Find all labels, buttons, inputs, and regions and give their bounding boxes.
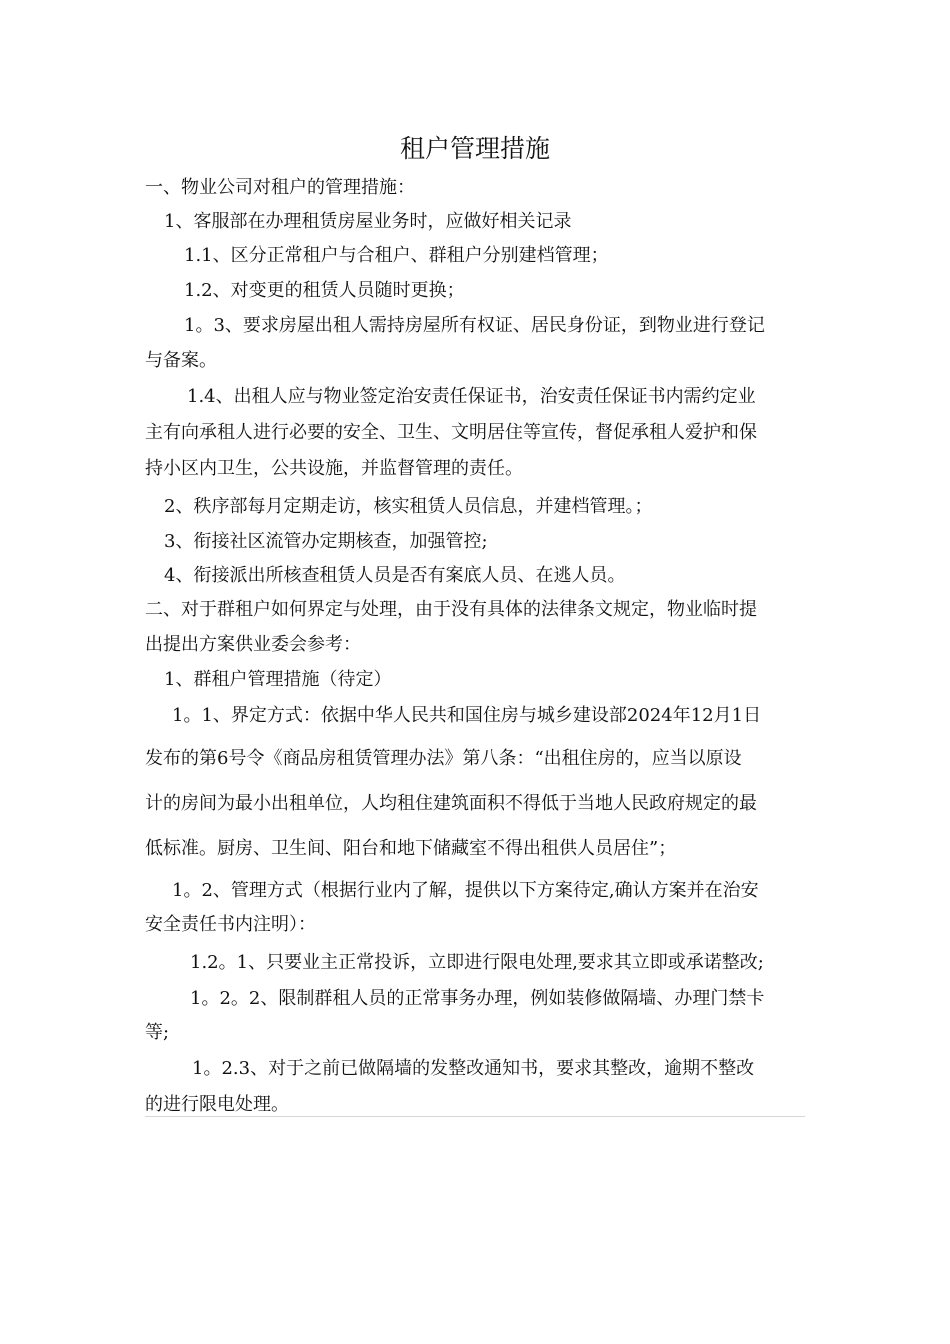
paragraph-line: 二、对于群租户如何界定与处理，由于没有具体的法律条文规定，物业临时提	[145, 599, 757, 620]
footer-divider	[145, 1116, 805, 1117]
paragraph-line: 1。1、界定方式：依据中华人民共和国住房与城乡建设部2024年12月1日	[172, 705, 762, 726]
paragraph-line: 1.2。1、只要业主正常投诉，立即进行限电处理,要求其立即或承诺整改;	[190, 952, 764, 973]
paragraph-line: 2、秩序部每月定期走访，核实租赁人员信息，并建档管理。；	[164, 496, 653, 517]
paragraph-line: 出提出方案供业委会参考：	[145, 634, 361, 655]
paragraph-line: 1。3、要求房屋出租人需持房屋所有权证、居民身份证，到物业进行登记	[184, 315, 765, 336]
paragraph-line: 计的房间为最小出租单位，人均租住建筑面积不得低于当地人民政府规定的最	[145, 793, 757, 814]
paragraph-line: 一、物业公司对租户的管理措施：	[145, 177, 415, 198]
paragraph-line: 主有向承租人进行必要的安全、卫生、文明居住等宣传，督促承租人爱护和保	[145, 422, 757, 443]
paragraph-line: 1。2、管理方式（根据行业内了解，提供以下方案待定,确认方案并在治安	[172, 880, 759, 901]
paragraph-line: 4、衔接派出所核查租赁人员是否有案底人员、在逃人员。	[164, 565, 626, 586]
paragraph-line: 低标准。厨房、卫生间、阳台和地下储藏室不得出租供人员居住”；	[145, 838, 677, 859]
paragraph-line: 1、群租户管理措施（待定）	[164, 669, 392, 690]
document-title: 租户管理措施	[399, 134, 550, 163]
paragraph-line: 3、衔接社区流管办定期核查，加强管控;	[164, 531, 488, 552]
paragraph-line: 1、客服部在办理租赁房屋业务时，应做好相关记录	[164, 211, 572, 232]
paragraph-line: 安全责任书内注明）：	[145, 914, 316, 935]
paragraph-line: 与备案。	[145, 350, 217, 371]
paragraph-line: 的进行限电处理。	[145, 1094, 289, 1115]
paragraph-line: 1.1、区分正常租户与合租户、群租户分别建档管理；	[184, 245, 609, 266]
paragraph-line: 1。2.3、对于之前已做隔墙的发整改通知书，要求其整改，逾期不整改	[192, 1058, 755, 1079]
paragraph-line: 1.4、出租人应与物业签定治安责任保证书，治安责任保证书内需约定业	[187, 386, 756, 407]
paragraph-line: 发布的第6号令《商品房租赁管理办法》第八条：“出租住房的，应当以原设	[145, 748, 742, 769]
paragraph-line: 1。2。2、限制群租人员的正常事务办理，例如装修做隔墙、办理门禁卡	[190, 988, 765, 1009]
paragraph-line: 持小区内卫生，公共设施，并监督管理的责任。	[145, 458, 523, 479]
paragraph-line: 1.2、对变更的租赁人员随时更换；	[184, 280, 465, 301]
paragraph-line: 等;	[145, 1022, 170, 1043]
